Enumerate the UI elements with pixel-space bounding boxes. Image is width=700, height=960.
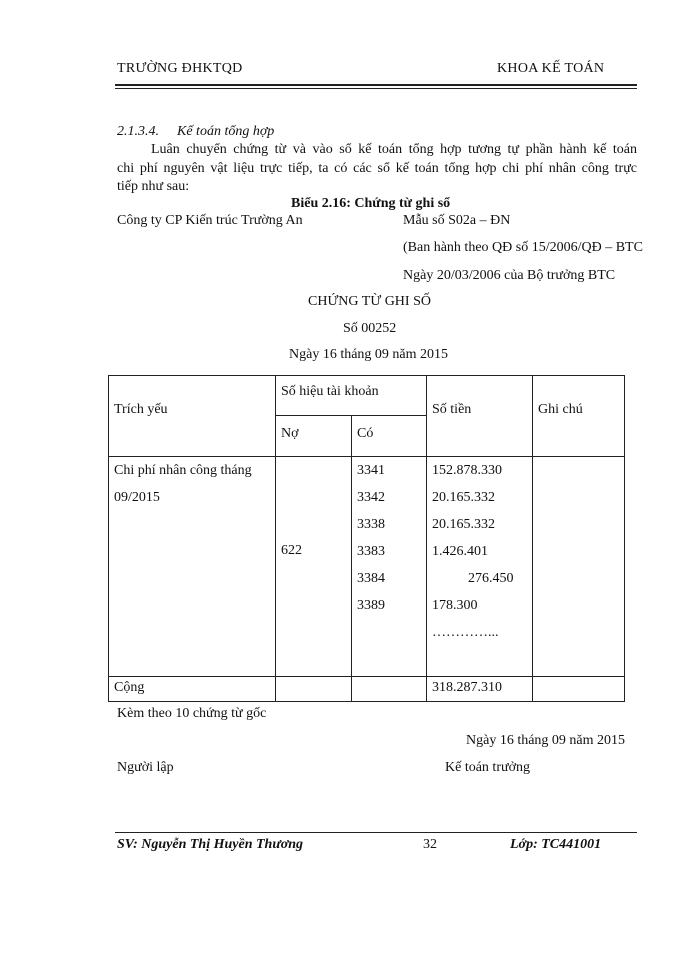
total-label-cell — [109, 677, 276, 702]
exhibit-title: Biểu 2.16: Chứng từ ghi sổ — [291, 196, 451, 211]
chief-accountant-label: Kế toán trưởng — [445, 760, 530, 775]
header-rule-thin — [115, 88, 637, 89]
credit-account-4: 3383 — [357, 544, 385, 559]
header-description-cell — [109, 376, 276, 457]
entry-description-line-2: 09/2015 — [114, 490, 160, 505]
form-number: Mẫu số S02a – ĐN — [403, 213, 511, 228]
credit-account-5: 3384 — [357, 571, 385, 586]
credit-account-6: 3389 — [357, 598, 385, 613]
doc-number: Số 00252 — [343, 321, 397, 336]
header-debit-cell — [276, 416, 352, 457]
total-note-cell — [533, 677, 625, 702]
header-rule — [115, 84, 637, 86]
footer-page-number: 32 — [423, 837, 437, 852]
credit-account-2: 3342 — [357, 490, 385, 505]
amount-continuation: …………... — [432, 625, 499, 640]
entry-debit-account: 622 — [281, 543, 302, 558]
company-name: Công ty CP Kiến trúc Trường An — [117, 213, 303, 228]
amount-6: 178.300 — [432, 598, 478, 613]
amount-1: 152.878.330 — [432, 463, 502, 478]
entry-description-cell — [109, 457, 276, 677]
amount-5: 276.450 — [468, 571, 514, 586]
entry-amount-cell — [427, 457, 533, 677]
header-note-cell — [533, 376, 625, 457]
table-row — [109, 457, 625, 677]
header-debit: Nợ — [281, 426, 299, 441]
header-account-group-cell — [276, 376, 427, 416]
amount-3: 20.165.332 — [432, 517, 495, 532]
doc-date: Ngày 16 tháng 09 năm 2015 — [289, 347, 449, 362]
header-account-group: Số hiệu tài khoản — [281, 384, 379, 399]
amount-4: 1.426.401 — [432, 544, 488, 559]
header-department: KHOA KẾ TOÁN — [497, 61, 605, 76]
doc-title: CHỨNG TỪ GHI SỐ — [308, 294, 431, 309]
attachments-note: Kèm theo 10 chứng từ gốc — [117, 706, 267, 721]
credit-account-1: 3341 — [357, 463, 385, 478]
entry-debit-cell — [276, 457, 352, 677]
signature-date: Ngày 16 tháng 09 năm 2015 — [466, 733, 626, 748]
header-credit-cell — [352, 416, 427, 457]
section-number: 2.1.3.4. — [117, 124, 159, 139]
total-amount: 318.287.310 — [432, 680, 502, 695]
footer-rule — [115, 832, 637, 833]
header-description: Trích yếu — [114, 402, 168, 417]
total-amount-cell — [427, 677, 533, 702]
section-title: Kế toán tổng hợp — [177, 124, 275, 139]
voucher-table — [108, 375, 625, 702]
form-issued-date: Ngày 20/03/2006 của Bộ trưởng BTC — [403, 268, 616, 283]
header-note: Ghi chú — [538, 402, 583, 417]
entry-description-line-1: Chi phí nhân công tháng — [114, 463, 252, 478]
total-credit-cell — [352, 677, 427, 702]
form-issued-by: (Ban hành theo QĐ số 15/2006/QĐ – BTC — [403, 240, 643, 255]
paragraph-line-1: Luân chuyển chứng từ và vào sổ kế toán tổng hợp tương tự phần hành kế toán — [151, 142, 637, 157]
header-amount-cell — [427, 376, 533, 457]
preparer-label: Người lập — [117, 760, 174, 775]
total-label: Cộng — [114, 680, 145, 695]
footer-class: Lớp: TC441001 — [510, 837, 602, 852]
paragraph-line-3: tiếp như sau: — [117, 179, 190, 194]
header-credit: Có — [357, 426, 374, 441]
total-debit-cell — [276, 677, 352, 702]
header-amount: Số tiền — [432, 402, 472, 417]
total-row — [109, 677, 625, 702]
credit-account-3: 3338 — [357, 517, 385, 532]
header-school: TRƯỜNG ĐHKTQD — [117, 61, 243, 76]
amount-2: 20.165.332 — [432, 490, 495, 505]
footer-student: SV: Nguyễn Thị Huyền Thương — [117, 837, 303, 852]
entry-note-cell — [533, 457, 625, 677]
entry-credit-cell — [352, 457, 427, 677]
paragraph-line-2: chi phí nguyên vật liệu trực tiếp, ta có các sổ kế toán tổng hợp chi phí nhân công trực — [117, 161, 637, 176]
